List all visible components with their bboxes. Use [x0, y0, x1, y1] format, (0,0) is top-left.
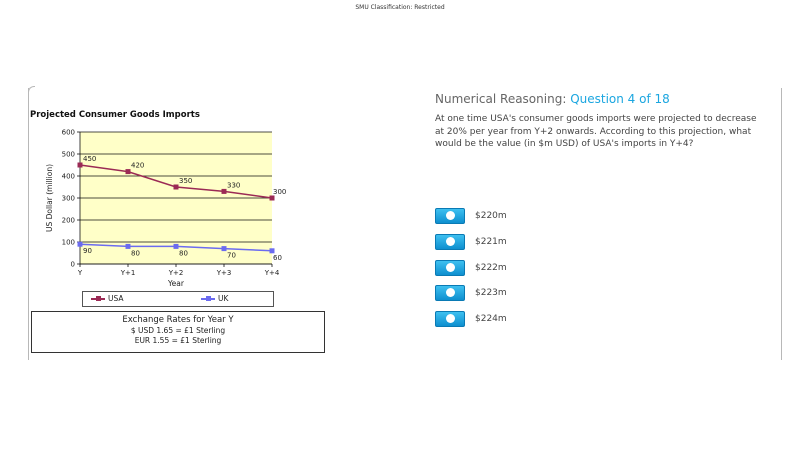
y-tick-label: 500 [61, 150, 75, 159]
data-point-usa [126, 169, 131, 174]
imports-line-chart [30, 122, 330, 292]
legend-label-usa: USA [108, 294, 124, 303]
y-tick-label: 200 [61, 216, 75, 225]
x-tick-label: Y+4 [264, 269, 280, 277]
data-point-uk [270, 248, 275, 253]
radio-dot-icon [446, 314, 455, 323]
answer-label: $223m [475, 287, 507, 298]
data-point-usa [270, 196, 275, 201]
exchange-rate-eur: EUR 1.55 = £1 Sterling [134, 336, 222, 345]
x-tick-label: Y [77, 269, 83, 277]
y-tick-label: 600 [61, 128, 75, 137]
data-point-uk [174, 244, 179, 249]
data-point-uk [78, 242, 83, 247]
classification-label: SMU Classification: Restricted [355, 4, 445, 11]
x-tick-label: Y+2 [168, 269, 184, 277]
chart-title: Projected Consumer Goods Imports [30, 110, 200, 120]
data-label-uk: 80 [179, 249, 188, 258]
legend-label-uk: UK [218, 294, 229, 303]
y-tick-label: 0 [70, 260, 75, 269]
question-text: At one time USA's consumer goods imports were projected to decrease at 20% per year from Y+2 onwards. According to this projection, what would be the value (in $m USD) of USA's imports in Y+4? [435, 114, 757, 150]
radio-dot-icon [446, 263, 455, 272]
data-label-uk: 80 [131, 249, 140, 258]
panel-left-border [28, 88, 29, 360]
data-label-usa: 350 [179, 177, 193, 185]
radio-button[interactable] [435, 260, 465, 276]
exchange-rates-box [31, 311, 325, 353]
legend-swatch-uk [201, 295, 215, 303]
data-point-usa [222, 189, 227, 194]
answer-option-3[interactable] [435, 259, 507, 276]
data-label-usa: 450 [83, 155, 97, 163]
data-label-uk: 70 [227, 251, 236, 260]
section-label: Numerical Reasoning: [435, 92, 567, 106]
x-tick-label: Y+3 [216, 269, 232, 277]
data-point-uk [222, 246, 227, 251]
radio-button[interactable] [435, 311, 465, 327]
panel-corner [28, 86, 35, 93]
question-header [435, 92, 670, 106]
data-point-uk [126, 244, 131, 249]
answer-label: $220m [475, 210, 507, 221]
exchange-rates-title: Exchange Rates for Year Y [122, 315, 234, 325]
data-label-uk: 60 [273, 253, 282, 262]
data-label-uk: 90 [83, 247, 92, 256]
panel-right-border [781, 88, 782, 360]
x-axis-label: Year [168, 279, 184, 288]
radio-button[interactable] [435, 234, 465, 250]
answer-option-2[interactable] [435, 233, 507, 250]
answer-option-5[interactable] [435, 310, 507, 327]
y-tick-label: 300 [61, 194, 75, 203]
answer-option-1[interactable] [435, 207, 507, 224]
data-label-usa: 300 [273, 188, 287, 196]
exchange-rate-usd: $ USD 1.65 = £1 Sterling [130, 326, 226, 335]
radio-dot-icon [446, 288, 455, 297]
y-axis-label: US Dollar (million) [45, 163, 54, 233]
radio-button[interactable] [435, 208, 465, 224]
legend-item-uk [201, 294, 228, 303]
x-tick-label: Y+1 [120, 269, 136, 277]
answer-label: $222m [475, 262, 507, 273]
y-tick-label: 400 [61, 172, 75, 181]
legend-swatch-usa [91, 295, 105, 303]
data-point-usa [174, 185, 179, 190]
data-point-usa [78, 163, 83, 168]
data-label-usa: 330 [227, 181, 241, 190]
answer-label: $221m [475, 236, 507, 247]
answer-label: $224m [475, 313, 507, 324]
question-counter: Question 4 of 18 [570, 92, 670, 106]
radio-dot-icon [446, 211, 455, 220]
chart-legend [82, 291, 274, 307]
radio-button[interactable] [435, 285, 465, 301]
radio-dot-icon [446, 237, 455, 246]
y-tick-label: 100 [61, 238, 75, 247]
answer-option-4[interactable] [435, 284, 507, 301]
legend-item-usa [91, 294, 124, 303]
data-label-usa: 420 [131, 161, 145, 170]
